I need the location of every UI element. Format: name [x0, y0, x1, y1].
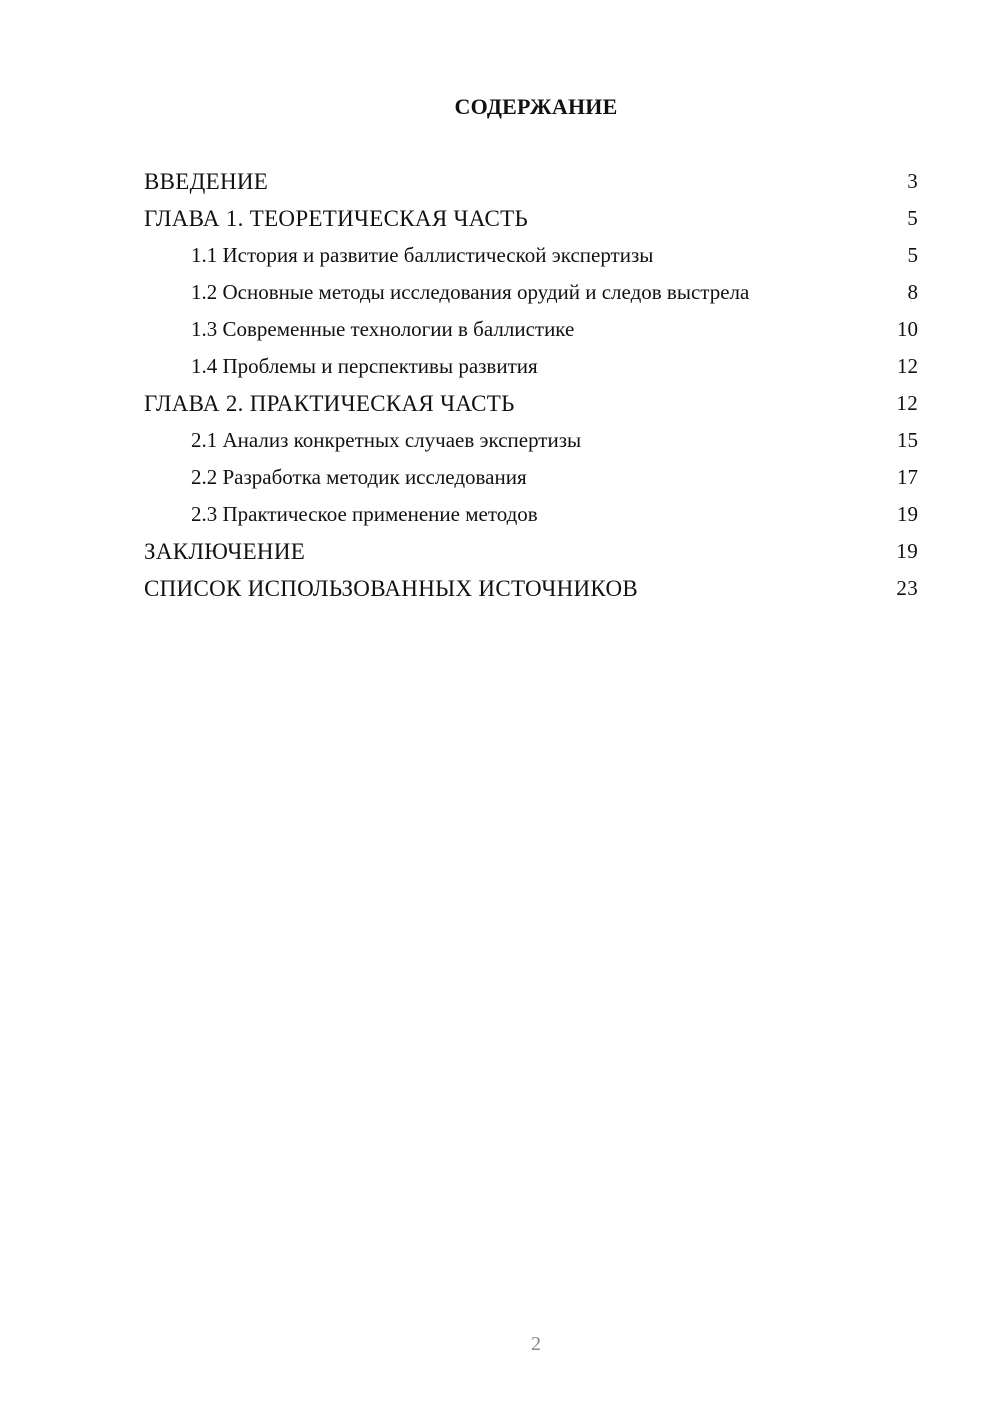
- page-title: СОДЕРЖАНИЕ: [454, 94, 618, 119]
- toc-entry-page: 3: [907, 169, 918, 193]
- toc-entry-label: 1.3 Современные технологии в баллистике: [191, 317, 575, 341]
- toc-entry-page: 19: [896, 539, 918, 563]
- toc-entry-label: 2.1 Анализ конкретных случаев экспертизы: [191, 428, 582, 452]
- toc-entry-page: 5: [907, 243, 918, 267]
- toc-entry-label: 1.2 Основные методы исследования орудий и следов выстрела: [191, 280, 750, 304]
- toc-entry-chapter-1[interactable]: [144, 205, 918, 232]
- toc-entry-chapter-2[interactable]: [144, 390, 918, 417]
- toc-entry-label: 2.3 Практическое применение методов: [191, 502, 538, 526]
- toc-entry-page: 15: [897, 428, 918, 452]
- toc-entry-label: ЗАКЛЮЧЕНИЕ: [144, 539, 306, 564]
- toc-entry-section-1-3[interactable]: [144, 316, 918, 343]
- toc-entry-page: 10: [897, 317, 918, 341]
- toc-entry-section-2-2[interactable]: [144, 464, 918, 491]
- toc-entry-conclusion[interactable]: [144, 538, 918, 565]
- toc-entry-page: 17: [897, 465, 918, 489]
- toc-entry-label: 1.4 Проблемы и перспективы развития: [191, 354, 538, 378]
- table-of-contents: [144, 168, 918, 612]
- toc-entry-page: 12: [896, 391, 918, 415]
- toc-entry-section-2-3[interactable]: [144, 501, 918, 528]
- toc-entry-page: 23: [896, 576, 918, 600]
- toc-entry-label: 1.1 История и развитие баллистической экспертизы: [191, 243, 654, 267]
- toc-entry-label: СПИСОК ИСПОЛЬЗОВАННЫХ ИСТОЧНИКОВ: [144, 576, 639, 601]
- toc-entry-references[interactable]: [144, 575, 918, 602]
- toc-entry-section-1-2[interactable]: [144, 279, 918, 306]
- toc-entry-label: ГЛАВА 1. ТЕОРЕТИЧЕСКАЯ ЧАСТЬ: [144, 206, 529, 231]
- toc-entry-page: 8: [907, 280, 918, 304]
- toc-entry-section-1-1[interactable]: [144, 242, 918, 269]
- toc-entry-section-1-4[interactable]: [144, 353, 918, 380]
- toc-entry-label: ГЛАВА 2. ПРАКТИЧЕСКАЯ ЧАСТЬ: [144, 391, 515, 416]
- toc-entry-page: 19: [897, 502, 918, 526]
- toc-entry-page: 12: [897, 354, 918, 378]
- toc-entry-label: ВВЕДЕНИЕ: [144, 169, 269, 194]
- toc-entry-page: 5: [907, 206, 918, 230]
- toc-entry-label: 2.2 Разработка методик исследования: [191, 465, 527, 489]
- page-number: 2: [531, 1333, 541, 1355]
- toc-entry-introduction[interactable]: [144, 168, 918, 195]
- toc-entry-section-2-1[interactable]: [144, 427, 918, 454]
